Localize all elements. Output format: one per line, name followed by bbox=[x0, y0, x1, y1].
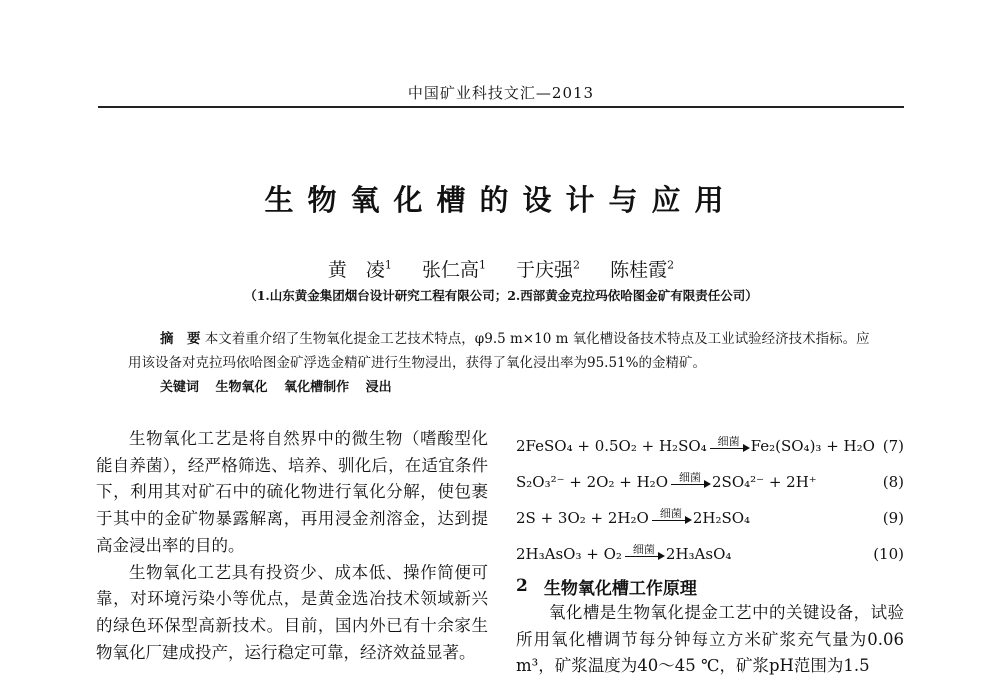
paragraph: 生物氧化工艺具有投资少、成本低、操作简便可靠，对环境污染小等优点，是黄金选冶技术领域新兴的绿色环保型高新技术。目前，国内外已有十余家生物氧化厂建成投产，运行稳定可靠，经济效益显著。 bbox=[96, 562, 488, 662]
equation-7 bbox=[516, 428, 904, 464]
abstract-text: 本文着重介绍了生物氧化提金工艺技术特点，φ9.5 m×10 m 氧化槽设备技术特点及工业试验经济技术指标。应用该设备对克拉玛依哈图金矿浮选金精矿进行生物浸出，获得了氧化浸出率为95.51%的金精矿。 bbox=[128, 331, 870, 371]
equation-number: (10) bbox=[873, 545, 904, 563]
section-title: 生物氧化槽工作原理 bbox=[543, 578, 697, 599]
equation-rhs: 2H₃AsO₄ bbox=[665, 545, 732, 563]
keyword: 氧化槽制作 bbox=[284, 380, 350, 395]
arrow-icon bbox=[652, 520, 690, 521]
author: 张仁高$^1$ bbox=[421, 258, 486, 281]
equation-rhs: 2SO₄²⁻ + 2H⁺ bbox=[712, 473, 817, 491]
reaction-arrow bbox=[652, 508, 690, 521]
equation-lhs: 2FeSO₄ + 0.5O₂ + H₂SO₄ bbox=[516, 437, 707, 455]
catalyst-label: 细菌 bbox=[717, 434, 740, 448]
abstract bbox=[128, 327, 882, 375]
left-column bbox=[96, 426, 488, 666]
author: 于庆强$^2$ bbox=[516, 258, 581, 281]
keywords bbox=[160, 376, 880, 395]
right-column bbox=[516, 428, 904, 680]
equation-rhs: 2H₂SO₄ bbox=[692, 509, 751, 527]
equation-lhs: S₂O₃²⁻ + 2O₂ + H₂O bbox=[516, 473, 668, 491]
equation-number: (7) bbox=[882, 437, 904, 455]
keywords-label: 关键词 bbox=[160, 380, 200, 395]
equation-rhs: Fe₂(SO₄)₃ + H₂O bbox=[750, 437, 875, 455]
running-header: 中国矿业科技文汇—2013 bbox=[407, 84, 595, 102]
reaction-arrow bbox=[625, 544, 663, 557]
catalyst-label: 细菌 bbox=[679, 470, 701, 484]
author: 黄 凌$^1$ bbox=[327, 258, 392, 281]
arrow-icon bbox=[625, 556, 663, 557]
arrow-icon bbox=[710, 448, 748, 449]
author: 陈桂霞$^2$ bbox=[610, 258, 675, 281]
keyword: 生物氧化 bbox=[215, 380, 268, 395]
section-heading bbox=[516, 572, 904, 600]
header-rule bbox=[98, 106, 904, 108]
reaction-arrow bbox=[671, 472, 709, 485]
equation-lhs: 2H₃AsO₃ + O₂ bbox=[516, 545, 622, 563]
paper-title: 生物氧化槽的设计与应用 bbox=[264, 183, 738, 217]
equation-lhs: 2S + 3O₂ + 2H₂O bbox=[516, 509, 649, 527]
catalyst-label: 细菌 bbox=[659, 506, 682, 520]
equation-10 bbox=[516, 536, 904, 572]
equation-number: (9) bbox=[882, 509, 904, 527]
keyword: 浸出 bbox=[365, 380, 392, 395]
equation-number: (8) bbox=[882, 473, 904, 491]
author-list bbox=[98, 255, 904, 282]
catalyst-label: 细菌 bbox=[632, 542, 655, 556]
section-number: 2 bbox=[516, 576, 528, 596]
equation-9 bbox=[516, 500, 904, 536]
paragraph: 氧化槽是生物氧化提金工艺中的关键设备，试验所用氧化槽调节每分钟每立方米矿浆充气量为0.06 m³，矿浆温度为40～45 ℃，矿浆pH范围为1.5 bbox=[516, 603, 904, 676]
equation-8 bbox=[516, 464, 904, 500]
abstract-label: 摘 要 bbox=[160, 331, 201, 347]
paragraph: 生物氧化工艺是将自然界中的微生物（嗜酸型化能自养菌），经严格筛选、培养、驯化后，在适宜条件下，利用其对矿石中的硫化物进行氧化分解，使包裹于其中的金矿物暴露解离，再用浸金剂溶金，达到提高金浸出率的目的。 bbox=[96, 429, 488, 555]
affiliations: （1.山东黄金集团烟台设计研究工程有限公司；2.西部黄金克拉玛依哈图金矿有限责任公司） bbox=[244, 288, 758, 303]
arrow-icon bbox=[671, 484, 709, 485]
reaction-arrow bbox=[710, 436, 748, 449]
